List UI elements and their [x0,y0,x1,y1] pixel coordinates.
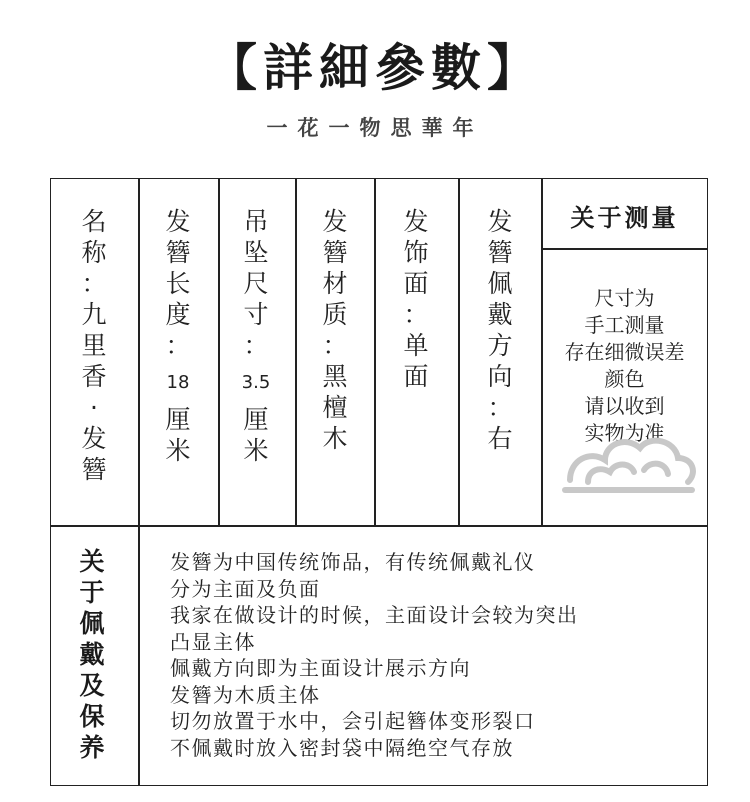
vertical-char: 寸 [243,300,269,329]
wear-line: 发簪为中国传统饰品，有传统佩戴礼仪 [170,550,536,574]
vertical-char: 戴 [487,300,513,329]
page-subtitle: 一花一物思華年 [266,115,484,140]
vertical-char: 称 [81,238,107,267]
vertical-char: 保 [79,702,105,731]
vertical-char: 吊 [243,207,269,236]
page-title: 【詳細參數】 [207,38,543,97]
vertical-char: 右 [487,424,513,453]
vertical-char: 坠 [243,238,269,267]
wear-care-title [70,546,114,763]
vertical-char: 厘 [165,405,191,434]
wear-line: 发簪为木质主体 [170,682,321,707]
col-divider [374,178,376,526]
vertical-char: 养 [79,733,105,762]
vertical-char: 佩 [79,609,105,638]
vertical-char: 面 [403,362,429,391]
cloud-ornament-icon [560,420,700,500]
wear-line: 佩戴方向即为主面设计展示方向 [170,656,471,680]
vertical-char: 发 [81,424,107,453]
vertical-char: ： [165,331,191,360]
vertical-char: ： [403,300,429,329]
vertical-char: 及 [79,671,105,700]
param-pendant-size [241,206,271,466]
row-divider [50,525,708,527]
col-divider [458,178,460,526]
vertical-char: 檀 [322,393,348,422]
col-divider [295,178,297,526]
wear-line: 分为主面及负面 [170,576,321,601]
vertical-char: · [90,393,98,422]
vertical-char: 方 [487,331,513,360]
vertical-char: 簪 [81,455,107,484]
vertical-char: 香 [81,362,107,391]
param-material [320,206,350,454]
vertical-char: ： [322,331,348,360]
wear-line: 凸显主体 [170,629,256,654]
vertical-char: ： [81,269,107,298]
measure-line: 实物为准 [584,421,665,445]
vertical-char: 单 [403,331,429,360]
measure-title: 关于测量 [570,204,679,232]
vertical-char: 于 [79,578,105,607]
vertical-char: 木 [322,424,348,453]
vertical-char: 发 [165,207,191,236]
param-length [163,206,193,466]
measure-line: 存在细微误差 [564,340,685,364]
param-name [79,206,109,485]
vertical-char: 黑 [322,362,348,391]
vertical-char: 度 [165,300,191,329]
vertical-char: 佩 [487,269,513,298]
vertical-char: 簪 [322,238,348,267]
vertical-char: 质 [322,300,348,329]
vertical-char: 发 [322,207,348,236]
col-divider [138,178,140,786]
vertical-char: 向 [487,362,513,391]
vertical-char: 饰 [403,238,429,267]
vertical-char: 九 [81,300,107,329]
vertical-char: 米 [165,436,191,465]
vertical-char: ： [487,393,513,422]
vertical-char: 发 [403,207,429,236]
vertical-char: 18 [166,372,190,393]
measure-line: 尺寸为 [594,286,655,310]
measure-line: 请以收到 [584,394,665,418]
param-face [401,206,431,392]
wear-line: 不佩戴时放入密封袋中隔绝空气存放 [170,735,514,760]
vertical-char: 发 [487,207,513,236]
wear-line: 我家在做设计的时候，主面设计会较为突出 [170,603,579,627]
vertical-char: 簪 [487,238,513,267]
vertical-char: 簪 [165,238,191,267]
vertical-char: 长 [165,269,191,298]
vertical-char: 关 [79,547,105,576]
vertical-char: 材 [322,269,348,298]
col-divider [218,178,220,526]
measure-line: 手工测量 [584,313,665,337]
vertical-char: ： [243,331,269,360]
param-direction [485,206,515,454]
wear-line: 切勿放置于水中，会引起簪体变形裂口 [170,709,536,733]
vertical-char: 3.5 [241,372,271,393]
vertical-char: 面 [403,269,429,298]
vertical-char: 名 [81,207,107,236]
wear-care-list [170,549,700,761]
vertical-char: 厘 [243,405,269,434]
vertical-char: 戴 [79,640,105,669]
measure-line: 颜色 [604,367,645,391]
vertical-char: 里 [81,331,107,360]
vertical-char: 尺 [243,269,269,298]
measure-divider [541,248,708,250]
vertical-char: 米 [243,436,269,465]
